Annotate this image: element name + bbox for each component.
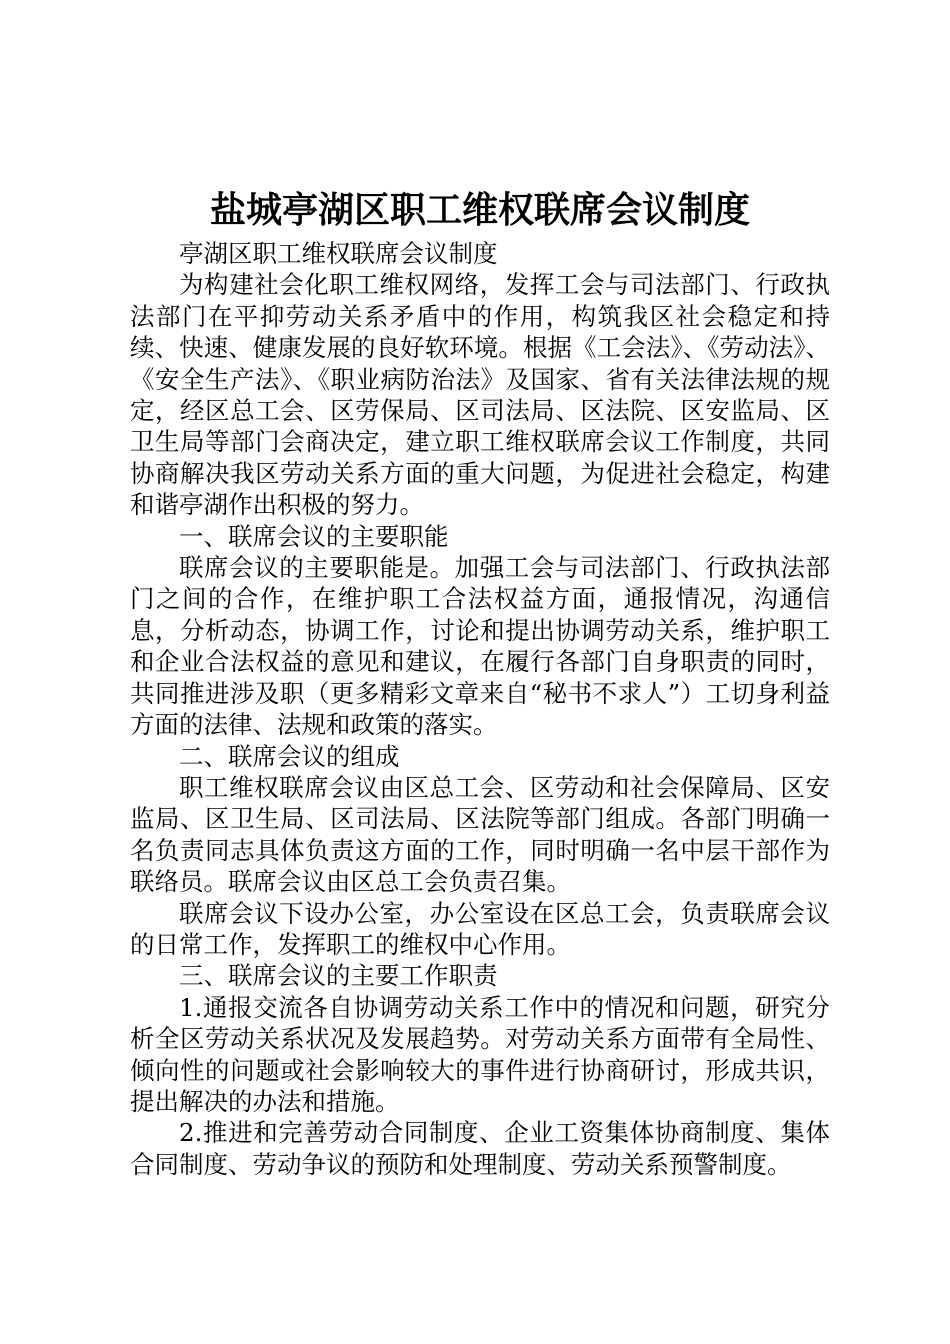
paragraph-subtitle: 亭湖区职工维权联席会议制度: [179, 239, 498, 268]
paragraph-office: 联席会议下设办公室，办公室设在区总工会，负责联席会议的日常工作，发挥职工的维权中心作用。: [130, 898, 830, 959]
paragraph-duty-1: 1.通报交流各自协调劳动关系工作中的情况和问题，研究分析全区劳动关系状况及发展趋势。对劳动关系方面带有全局性、倾向性的问题或社会影响较大的事件进行协商研讨，形成共识，提出解决的办法和措施。: [130, 992, 830, 1116]
paragraph-functions: 联席会议的主要职能是。加强工会与司法部门、行政执法部门之间的合作，在维护职工合法权益方面，通报情况，沟通信息，分析动态，协调工作，讨论和提出协调劳动关系，维护职工和企业合法权益的意见和建议，在履行各部门自身职责的同时，共同推进涉及职（更多精彩文章来自“秘书不求人”）工切身利益方面的法律、法规和政策的落实。: [130, 553, 830, 740]
paragraph-duty-2: 2.推进和完善劳动合同制度、企业工资集体协商制度、集体合同制度、劳动争议的预防和处理制度、劳动关系预警制度。: [130, 1118, 830, 1179]
document-body: [130, 238, 830, 1180]
section-heading-1: 一、联席会议的主要职能: [179, 521, 449, 551]
paragraph-intro: 为构建社会化职工维权网络，发挥工会与司法部门、行政执法部门在平抑劳动关系矛盾中的作用，构筑我区社会稳定和持续、快速、健康发展的良好软环境。根据《工会法》、《劳动法》、《安全生产法》、《职业病防治法》及国家、省有关法律法规的规定，经区总工会、区劳保局、区司法局、区法院、区安监局、区卫生局等部门会商决定，建立职工维权联席会议工作制度，共同协商解决我区劳动关系方面的重大问题，为促进社会稳定，构建和谐亭湖作出积极的努力。: [130, 270, 830, 520]
section-heading-2: 二、联席会议的组成: [179, 741, 400, 771]
section-heading-3: 三、联席会议的主要工作职责: [179, 961, 498, 991]
document-title: 盐城亭湖区职工维权联席会议制度: [209, 189, 750, 231]
paragraph-composition: 职工维权联席会议由区总工会、区劳动和社会保障局、区安监局、区卫生局、区司法局、区法院等部门组成。各部门明确一名负责同志具体负责这方面的工作，同时明确一名中层干部作为联络员。联席会议由区总工会负责召集。: [130, 772, 830, 897]
